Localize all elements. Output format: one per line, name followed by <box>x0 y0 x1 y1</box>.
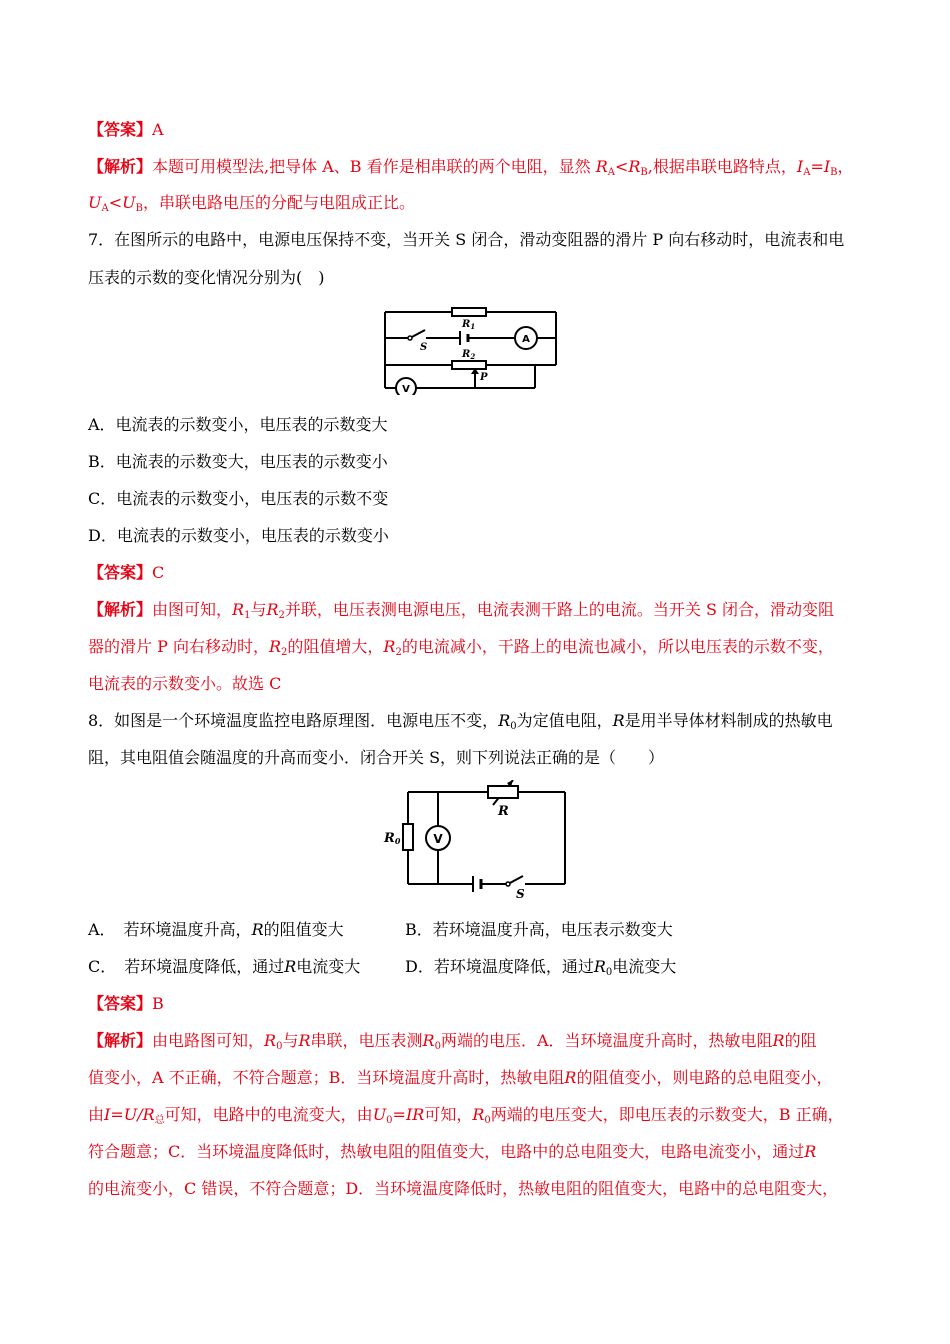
q8-explanation-line2 <box>88 1068 832 1088</box>
text: ,根据串联电路特点， <box>647 157 797 176</box>
q7-stem-line1: 7．在图所示的电路中，电源电压保持不变，当开关 S 闭合，滑动变阻器的滑片 P 向右移动时，电流表和电 <box>88 230 845 249</box>
text: 是用半导体材料制成的热敏电 <box>624 711 833 730</box>
text: ，串联电路电压的分配与电阻成正比。 <box>142 193 415 212</box>
text: 0 <box>484 1115 491 1126</box>
text: U <box>88 193 102 212</box>
text: R <box>422 1031 435 1050</box>
q8-circuit-diagram <box>383 780 573 900</box>
text: R <box>298 1031 311 1050</box>
text: 0 <box>510 721 517 732</box>
q8-stem-line1 <box>88 711 833 737</box>
text: 1 <box>244 610 251 621</box>
label-r2: $R_2$ <box>462 349 476 361</box>
text: 由 <box>88 1105 105 1124</box>
text: 的阻 <box>784 1031 817 1050</box>
explanation-label: 【解析】 <box>88 600 153 619</box>
q7-answer <box>88 563 164 583</box>
q8-explanation-line1 <box>88 1031 817 1057</box>
text: R <box>772 1031 785 1050</box>
text: R <box>266 600 279 619</box>
text: 可知，电路中的电流变大，由 <box>164 1105 373 1124</box>
q7-explanation-line2 <box>88 637 834 663</box>
text: 电流变大 <box>296 957 361 976</box>
explanation-prev-line1: 【解析】本题可用模型法,把导体 A、B 看作是相串联的两个电阻，显然 $R_A<R_B$,根据串联电路特点，$I_A=I_B$， <box>88 157 854 178</box>
text: A <box>101 203 109 214</box>
label-s: S <box>420 342 428 353</box>
text: A <box>803 167 811 178</box>
text: A． 若环境温度升高， <box>88 920 252 939</box>
text: 2 <box>395 647 402 658</box>
text: R <box>264 1031 277 1050</box>
text: A <box>607 167 615 178</box>
text: < <box>108 193 123 212</box>
q7-option-b: B．电流表的示数变大，电压表的示数变小 <box>88 452 388 471</box>
thermistor-icon <box>488 786 518 798</box>
q7-option-a: A．电流表的示数变小，电压表的示数变大 <box>88 415 388 434</box>
text: =IR <box>392 1105 425 1124</box>
explanation-prev-line2 <box>88 193 415 219</box>
text: 为定值电阻， <box>516 711 613 730</box>
text: 两端的电压．A．当环境温度升高时，热敏电阻 <box>440 1031 773 1050</box>
text: < <box>614 157 629 176</box>
q8-explanation-line5: 的电流变小，C 错误，不符合题意；D．当环境温度降低时，热敏电阻的阻值变大，电路中的总电阻变大， <box>88 1179 839 1198</box>
text: 0 <box>434 1041 441 1052</box>
text: B <box>135 203 143 214</box>
answer-value: B <box>152 994 164 1013</box>
answer-value: A <box>152 120 164 139</box>
text: 两端的电压变大，即电压表的示数变大，B 正确， <box>490 1105 844 1124</box>
q8-option-b: B．若环境温度升高，电压表示数变大 <box>405 920 673 939</box>
q7-explanation-line1 <box>88 600 834 626</box>
text: 总 <box>154 1115 165 1126</box>
answer-label: 【答案】 <box>88 120 153 139</box>
label-p: P <box>480 372 488 383</box>
text: U <box>372 1105 387 1124</box>
label-r0: R0 <box>384 831 401 846</box>
text: R <box>804 1142 817 1161</box>
q7-explanation-line3: 电流表的示数变小。故选 C <box>88 674 282 693</box>
text: 0 <box>276 1041 283 1052</box>
answer-value: C <box>152 563 165 582</box>
text: 8．如图是一个环境温度监控电路原理图．电源电压不变， <box>88 711 499 730</box>
text: 串联，电压表测 <box>310 1031 423 1050</box>
text: 2 <box>278 610 285 621</box>
text: = <box>810 157 824 176</box>
q7-option-c: C．电流表的示数变小，电压表的示数不变 <box>88 489 389 508</box>
q8-explanation-line4 <box>88 1142 816 1162</box>
q8-option-d <box>405 957 676 983</box>
text: R <box>595 157 608 176</box>
voltmeter-label: V <box>402 384 410 395</box>
text: I <box>823 157 831 176</box>
text: B <box>830 167 838 178</box>
answer-prev <box>88 120 164 140</box>
text: 的阻值变大 <box>263 920 344 939</box>
q8-answer <box>88 994 164 1014</box>
text: 由图可知， <box>152 600 233 619</box>
answer-label: 【答案】 <box>88 994 153 1013</box>
explanation-label: 【解析】 <box>88 157 153 176</box>
q8-explanation-line3 <box>88 1105 844 1131</box>
text: 符合题意；C．当环境温度降低时，热敏电阻的阻值变大，电路中的总电阻变大，电路电流变小，通过 <box>88 1142 805 1161</box>
text: 由电路图可知， <box>152 1031 265 1050</box>
text: B <box>640 167 648 178</box>
text: D．若环境温度降低，通过 <box>405 957 594 976</box>
resistor-r2-icon <box>452 361 486 369</box>
text: 的阻值增大， <box>287 637 384 656</box>
text: R <box>251 920 264 939</box>
ammeter-label: A <box>522 334 530 345</box>
label-r: R <box>498 804 509 819</box>
text: 器的滑片 P 向右移动时， <box>88 637 269 656</box>
text: 0 <box>605 967 613 978</box>
answer-label: 【答案】 <box>88 563 153 582</box>
q8-option-c <box>88 957 360 977</box>
text: R <box>268 637 281 656</box>
label-r1: $R_1$ <box>462 319 476 331</box>
q8-stem-line2: 阻，其电阻值会随温度的升高而变小．闭合开关 S，则下列说法正确的是（ ） <box>88 748 665 767</box>
text: 的阻值变小，则电路的总电阻变小， <box>576 1068 833 1087</box>
text: I=U/R <box>104 1105 155 1124</box>
text: 与 <box>250 600 267 619</box>
q8-option-a <box>88 920 344 940</box>
q7-circuit-diagram <box>380 300 565 395</box>
text: 与 <box>282 1031 299 1050</box>
text: R <box>564 1068 577 1087</box>
text: 的电流减小，干路上的电流也减小，所以电压表的示数不变， <box>401 637 834 656</box>
explanation-label: 【解析】 <box>88 1031 153 1050</box>
text: R <box>232 600 245 619</box>
voltmeter-label: V <box>433 832 443 846</box>
text: R <box>284 957 297 976</box>
text: I <box>796 157 804 176</box>
text: R <box>383 637 396 656</box>
text: 本题可用模型法,把导体 A、B 看作是相串联的两个电阻，显然 <box>152 157 596 176</box>
text: R <box>472 1105 485 1124</box>
text: 2 <box>281 647 288 658</box>
resistor-r1-icon <box>452 308 486 316</box>
text: 可知， <box>424 1105 473 1124</box>
text: 0 <box>386 1115 393 1126</box>
text: U <box>122 193 136 212</box>
text: 值变小，A 不正确，不符合题意；B．当环境温度升高时，热敏电阻 <box>88 1068 565 1087</box>
text: R <box>593 957 606 976</box>
q7-option-d: D．电流表的示数变小，电压表的示数变小 <box>88 526 389 545</box>
text: R <box>628 157 641 176</box>
text: 电流变大 <box>612 957 677 976</box>
q7-stem-line2: 压表的示数的变化情况分别为( ) <box>88 268 325 287</box>
text: 并联，电压表测电源电压，电流表测干路上的电流。当开关 S 闭合，滑动变阻 <box>284 600 835 619</box>
text: C． 若环境温度降低，通过 <box>88 957 285 976</box>
resistor-r0-icon <box>403 824 413 850</box>
label-s: S <box>516 887 525 900</box>
text: R <box>498 711 511 730</box>
text: R <box>612 711 625 730</box>
